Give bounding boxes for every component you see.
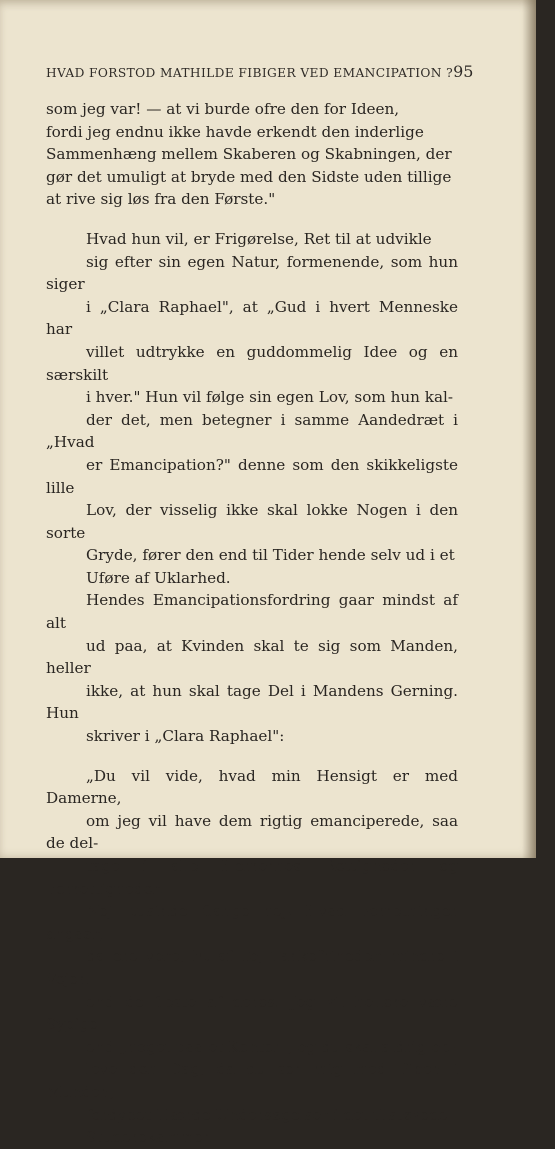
text-line: om jeg vil have dem rigtig emanciperede, saa de del-: [46, 811, 458, 853]
text-line: som jeg var! — at vi burde ofre den for Ideen,: [46, 100, 400, 118]
text-line: end de fleste af deres. Jeg vil hellere være Sypige: [46, 992, 458, 1034]
text-line: Nej, tusinde Gange nej! Hvad Forretninger angaar,: [46, 902, 458, 943]
text-line: Hvad hun vil, er Frigørelse, Ret til at udvikle: [86, 229, 432, 248]
text-line: tage i alle Herrernes Rettigheder og Forrettigheder.: [46, 857, 458, 898]
text-line: „Du vil vide, hvad min Hensigt er med Damerne,: [46, 766, 458, 808]
page-number: 95: [453, 62, 474, 81]
paragraph-3: [46, 589, 458, 747]
text-line: der det, men betegner i samme Aandedræt i „Hvad: [46, 410, 458, 452]
running-header: [46, 62, 474, 81]
text-line: Lov, der visselig ikke skal lokke Nogen i den sorte: [46, 501, 458, 542]
text-line: end „noget paa et Kontor", og du skal aldrig op-: [86, 1037, 456, 1056]
paragraph-1: [46, 98, 458, 211]
text-line: ud paa, at Kvinden skal te sig som Manden, heller: [46, 636, 458, 678]
text-line: fordi jeg endnu ikke havde erkendt den inderlige: [46, 122, 424, 141]
paragraph-4-quotation: [46, 765, 458, 1149]
text-line: skriver i „Clara Raphael":: [86, 727, 285, 746]
running-title: HVAD FORSTOD MATHILDE FIBIGER VED EMANCIPATION ?: [46, 66, 454, 80]
text-line: i hver." Hun vil følge sin egen Lov, som hun kal-: [86, 388, 453, 407]
text-line: Sammenhæng mellem Skaberen og Skabningen, der: [46, 145, 452, 164]
text-line: gør det umuligt at bryde med den Sidste uden tillige: [46, 167, 452, 186]
text-line: Studerekammer.": [86, 1128, 221, 1147]
text-line: Gryde, fører den end til Tider hende selv ud i et: [86, 546, 455, 565]
text-line: fordybet i lærde Undersøgelser i det tilstøvede: [86, 1105, 448, 1124]
text-line: Hendes Emancipationsfordring gaar mindst af alt: [46, 591, 458, 633]
page-body: [46, 98, 458, 1149]
text-line: leve den Dag, da du ser mig med Piben i Munden,: [46, 1060, 458, 1101]
text-line: da ere vore, Et af To, Tankefriheden mindre i Vejen: [46, 947, 458, 988]
text-line: Uføre af Uklarhed.: [86, 568, 231, 587]
paragraph-2: [46, 228, 458, 590]
text-line: villet udtrykke en guddommelig Idee og en særskilt: [46, 342, 458, 384]
text-line: ikke, at hun skal tage Del i Mandens Gerning. Hun: [46, 681, 458, 723]
text-line: sig efter sin egen Natur, formenende, som hun siger: [46, 252, 458, 294]
text-line: er Emancipation?" denne som den skikkeligste lille: [46, 455, 458, 497]
text-line: at rive sig løs fra den Første.": [46, 190, 276, 209]
text-line: i „Clara Raphael", at „Gud i hvert Menneske har: [46, 297, 458, 339]
